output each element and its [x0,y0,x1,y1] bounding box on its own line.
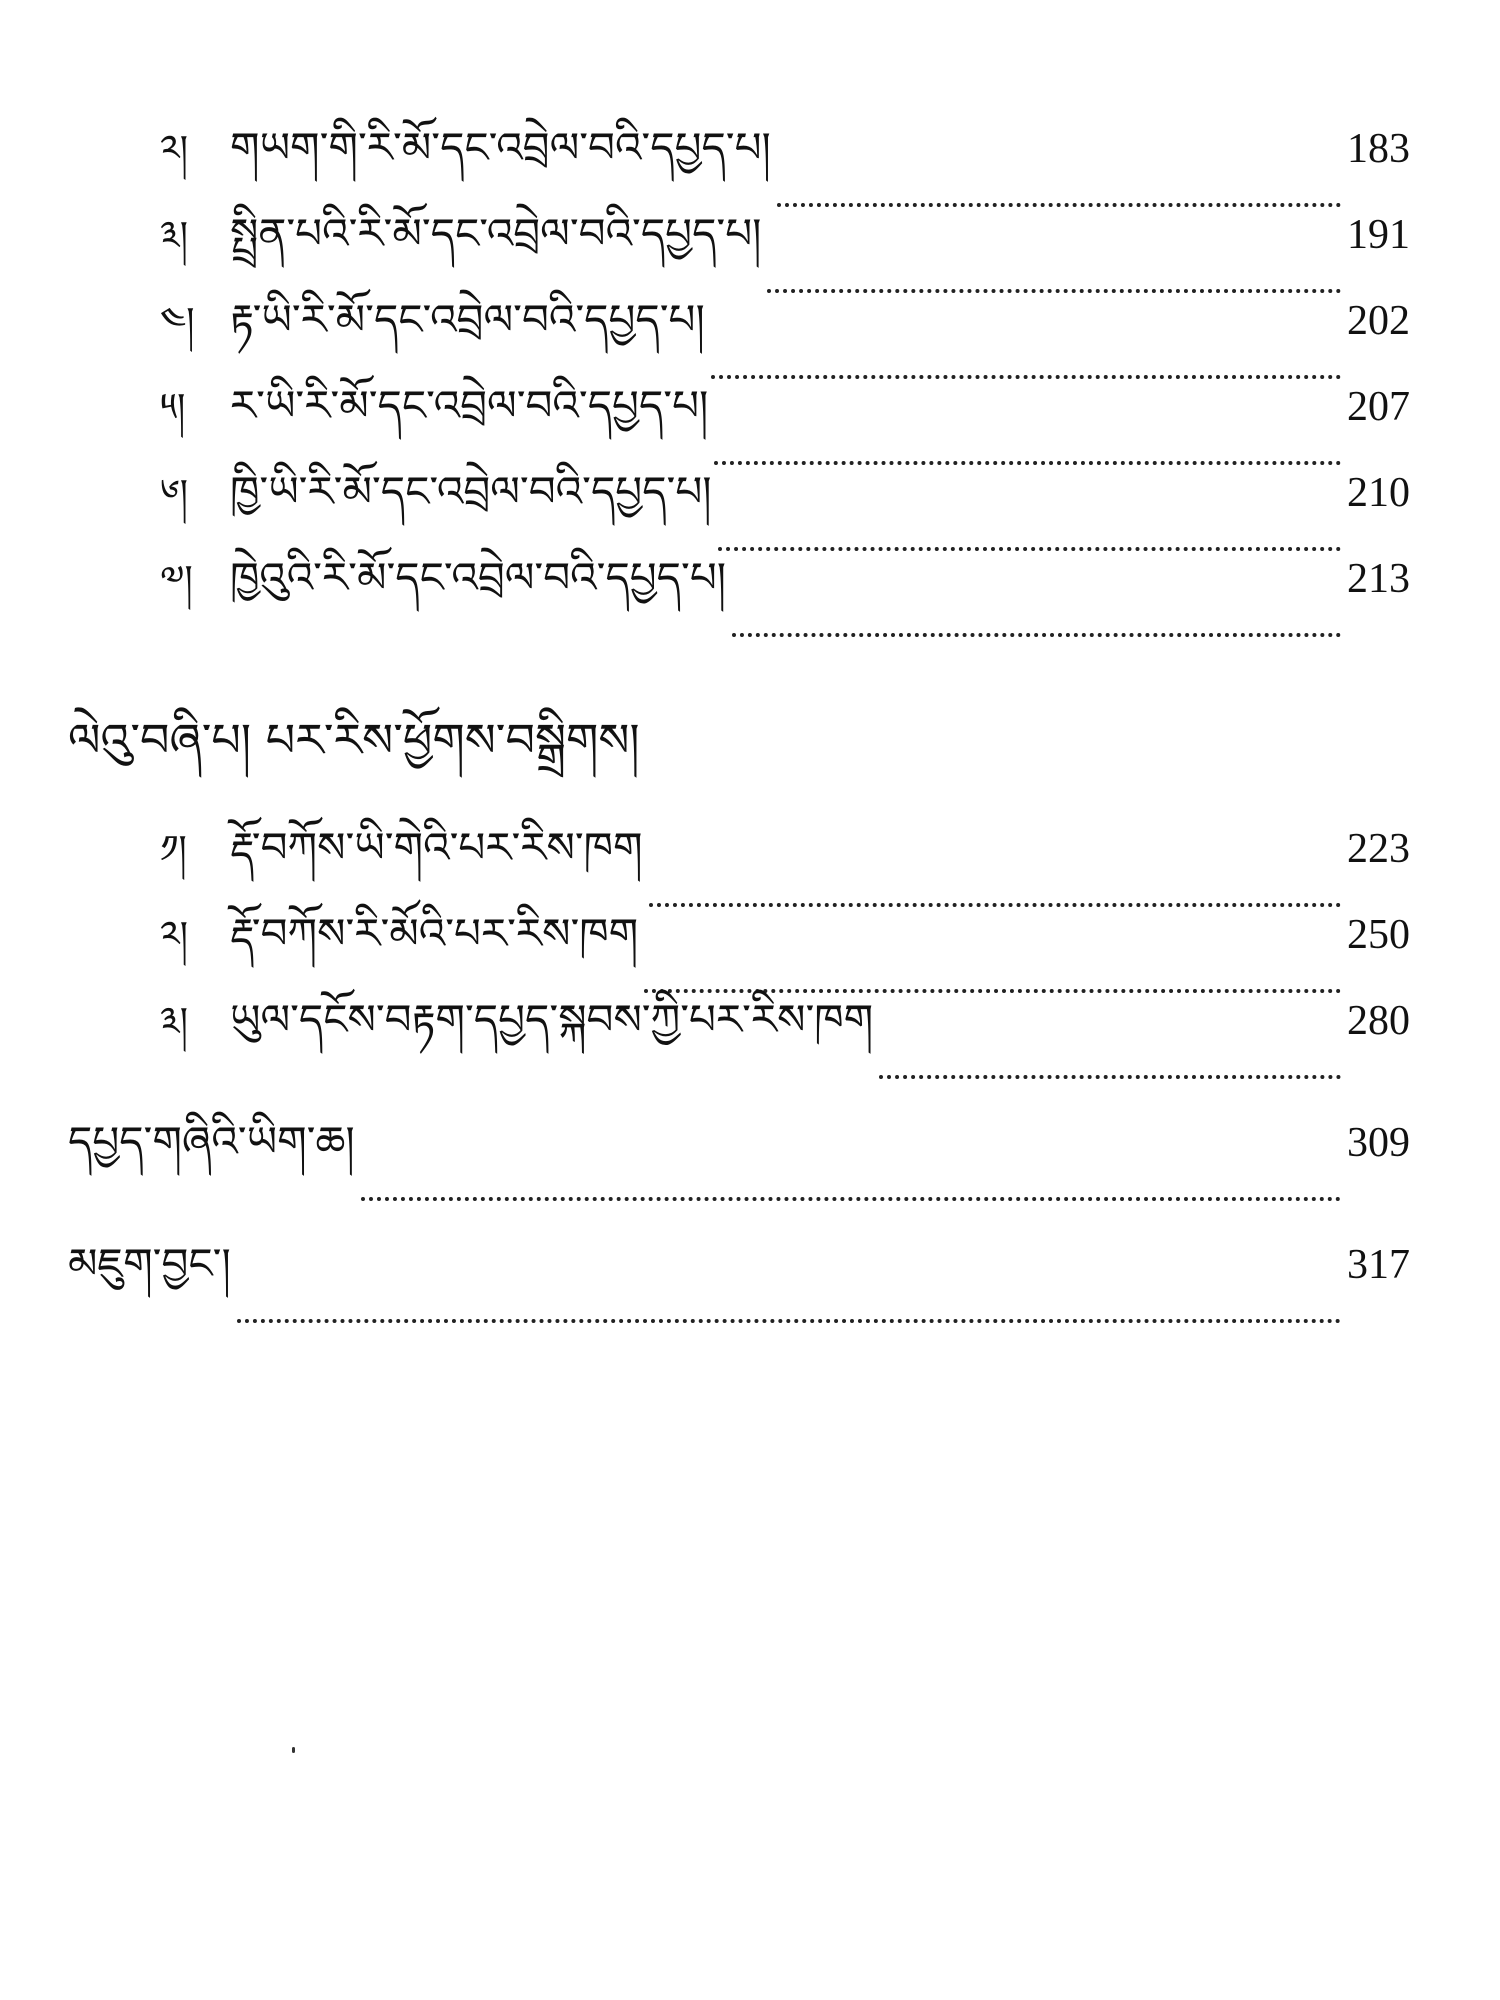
chapter-heading: ལེའུ་བཞི་པ། པར་རིས་ཕྱོགས་བསྒྲིགས། [68,713,640,767]
entry-title: མཇུག་བྱང་། [68,1239,231,1288]
entry-title: གཡག་གི་རི་མོ་དང་འབྲེལ་བའི་དཔྱད་པ། [230,123,771,172]
entry-title: རྡོ་བཀོས་རི་མོའི་པར་རིས་ཁག [230,909,639,958]
entry-page-number: 223 [1347,826,1410,872]
entry-number: ༢། [160,913,189,957]
entry-number: ༧། [160,557,193,601]
entry-page-number: 309 [1347,1120,1410,1166]
dot-leader [237,1319,1341,1323]
entry-number: ༦། [160,471,189,515]
print-speck [292,1747,295,1753]
entry-number: ༥། [160,385,186,429]
entry-title: ར་ཡི་རི་མོ་དང་འབྲེལ་བའི་དཔྱད་པ། [230,381,709,430]
entry-title: ཁྱི་ཡི་རི་མོ་དང་འབྲེལ་བའི་དཔྱད་པ། [230,467,712,516]
toc-entry [160,530,1410,649]
entry-page-number: 210 [1347,470,1410,516]
entry-number: ༡། [160,827,187,871]
entry-page-number: 280 [1347,998,1410,1044]
entry-page-number: 207 [1347,384,1410,430]
dot-leader [361,1197,1341,1201]
dot-leader [732,633,1341,637]
entry-number: ༣། [160,213,189,257]
toc-entry-back-matter [68,1216,1410,1335]
entry-number: ༣། [160,999,189,1043]
entry-page-number: 191 [1347,212,1410,258]
entry-title: ཁྱེའུའི་རི་མོ་དང་འབྲེལ་བའི་དཔྱད་པ། [230,553,727,602]
entry-title: རྡོ་བཀོས་ཡི་གེའི་པར་རིས་ཁག [230,823,643,872]
toc-entry-back-matter [68,1094,1410,1213]
entry-title: ཡུལ་དངོས་བརྟག་དཔྱད་སྐབས་ཀྱི་པར་རིས་ཁག [230,995,874,1044]
entry-page-number: 317 [1347,1242,1410,1288]
entry-title: རྟ་ཡི་རི་མོ་དང་འབྲེལ་བའི་དཔྱད་པ། [230,295,705,344]
entry-title: སྤྲིན་པའི་རི་མོ་དང་འབྲེལ་བའི་དཔྱད་པ། [230,209,762,258]
entry-page-number: 183 [1347,126,1410,172]
toc-entry [160,972,1410,1091]
entry-number: ༤། [160,299,195,343]
entry-page-number: 202 [1347,298,1410,344]
entry-number: ༢། [160,127,189,171]
entry-title: དཔྱད་གཞིའི་ཡིག་ཆ། [68,1117,355,1166]
dot-leader [879,1075,1341,1079]
entry-page-number: 213 [1347,556,1410,602]
entry-page-number: 250 [1347,912,1410,958]
